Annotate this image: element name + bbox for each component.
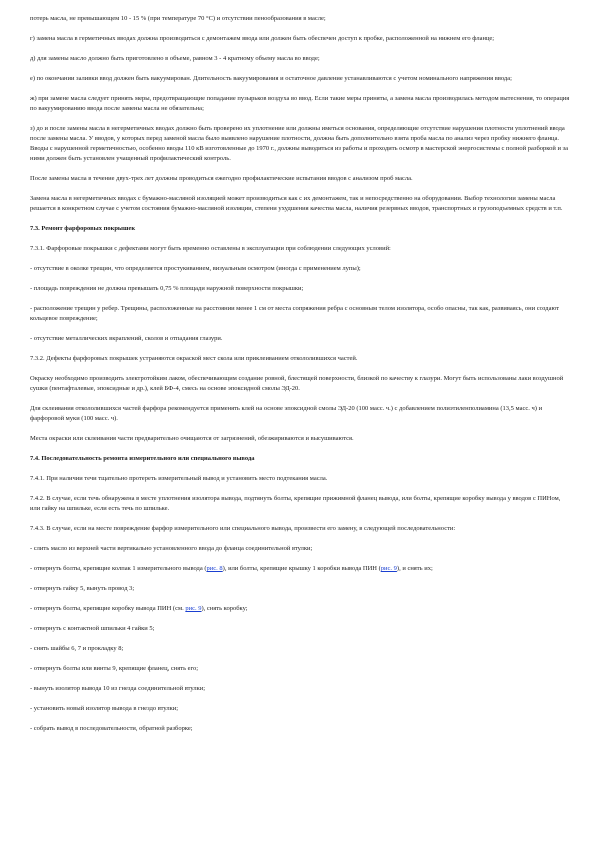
paragraph: - отвернуть с контактной шпильки 4 гайки 5; <box>30 625 155 632</box>
paragraph: 7.4.1. При наличии течи тщательно протереть измерительный вывод и установить место подтекания масла. <box>30 475 328 482</box>
paragraph: е) по окончании заливки ввод должен быть вакуумирован. Длительность вакуумирования и остаточное давление устанавливаются с учетом номинального напряжения ввода; <box>30 75 512 82</box>
figure-reference-link[interactable]: рис. 9 <box>185 605 202 612</box>
section-heading: 7.4. Последовательность ремонта измерительного или специального вывода <box>30 455 255 462</box>
paragraph: - отвернуть болты или винты 9, крепящие фланец, снять его; <box>30 665 199 672</box>
paragraph: д) для замены масло должно быть приготовлено в объеме, равном 3 - 4 кратному объему масла во вводе; <box>30 55 320 62</box>
paragraph: Для склеивания откололившихся частей фарфора рекомендуется применять клей на основе эпоксидной смолы ЭД-20 (100 масс. ч.) с добавлением полиэтиленполиамина (13,5 масс. ч) и фарфоровой муки (100 масс. ч). <box>30 405 543 422</box>
section-heading: 7.3. Ремонт фарфоровых покрышек <box>30 225 136 232</box>
paragraph: - вынуть изолятор вывода 10 из гнезда соединительной втулки; <box>30 685 206 692</box>
paragraph: - собрать вывод в последовательности, обратной разборке; <box>30 725 193 732</box>
paragraph-text: - отвернуть болты, крепящие колпак 1 измерительного вывода ( <box>30 565 207 572</box>
paragraph: - установить новый изолятор вывода в гнездо втулки; <box>30 705 179 712</box>
paragraph: - площадь повреждения не должна превышать 0,75 % площади наружной поверхности покрышки; <box>30 285 304 292</box>
paragraph: После замены масла в течение двух-трех лет должны проводиться ежегодно профилактические испытания вводов с анализом проб масла. <box>30 175 413 182</box>
document-body <box>30 14 570 744</box>
paragraph-text: ), или болты, крепящие крышку 1 коробки вывода ПИН ( <box>222 565 381 572</box>
paragraph: 7.4.2. В случае, если течь обнаружена в месте уплотнения изолятора вывода, подтянуть болты, крепящие прижимной фланец вывода, или болты, крепящие коробку вывода у вводов с ПИНом, или гайку на шпильке, если есть течь по шпильке. <box>30 495 561 512</box>
paragraph: Замена масла в негерметичных вводах с бумажно-масляной изоляцией может производиться как с их демонтажем, так и непосредственно на оборудовании. Выбор технологии замены масла решается в конкретном случае с учетом состояния бумажно-масляной изоляции, степени ухудшения качества масла, наличия резервных вводов, транспортных и грузоподъемных средств и т.п. <box>30 195 563 212</box>
paragraph: 7.3.2. Дефекты фарфоровых покрышек устраняются окраской мест скола или приклеиванием откололившихся частей. <box>30 355 358 362</box>
paragraph <box>30 564 570 574</box>
paragraph: - отвернуть гайку 5, вынуть провод 3; <box>30 585 135 592</box>
paragraph: - отсутствие металлических вкраплений, сколов и отпадания глазури. <box>30 335 223 342</box>
paragraph: Окраску необходимо производить электротойким лаком, обеспечивающим создание ровной, блестящей поверхности, близкой по качеству к глазури. Могут быть использованы лаки воздушной сушки (пентафталевые, эпоксидные и др.), клей БФ-4, смесь на основе эпоксидной смолы ЭД-20. <box>30 375 564 392</box>
paragraph: Места окраски или склеивания части предварительно очищаются от загрязнений, обезжириваются и высушиваются. <box>30 435 354 442</box>
paragraph: 7.4.3. В случае, если на месте повреждение фарфор измерительного или специального вывода, произвести его замену, в следующей последовательности: <box>30 525 456 532</box>
figure-reference-link[interactable]: рис. 8 <box>206 565 223 572</box>
paragraph: г) замена масла в герметичных вводах должна производиться с демонтажем ввода или должен быть обеспечен доступ к пробке, расположенной на нижнем его фланце; <box>30 35 495 42</box>
paragraph-text: ), снять коробку; <box>201 605 248 612</box>
paragraph <box>30 604 570 614</box>
paragraph: потерь масла, не превышающем 10 - 15 % (при температуре 70 °С) и отсутствии пенообразования в масле; <box>30 15 326 22</box>
paragraph-text: - отвернуть болты, крепящие коробку вывода ПИН (см. <box>30 605 186 612</box>
paragraph: - расположение трещин у ребер. Трещины, расположенные на расстоянии менее 1 см от места сопряжения ребра с основным телом изолятора, особо опасны, так как, развиваясь, они создают кольцевое повреждение; <box>30 305 560 322</box>
paragraph: ж) при замене масла следует принять меры, предотвращающие попадание пузырьков воздуха во ввод. Если такие меры приняты, а замена масла производилась методом вытеснения, то операция по вакуумированию ввода после замены масла не обязательна; <box>30 95 570 112</box>
paragraph: - отсутствие в околке трещин, что определяется простукиванием, визуальным осмотром (иногда с применением лупы); <box>30 265 361 272</box>
figure-reference-link[interactable]: рис. 9 <box>380 565 397 572</box>
paragraph: з) до и после замены масла в негерметичных вводах должно быть проверено их уплотнение или должны иметься основания, определяющие отсутствие нарушения плотности уплотнений ввода после замены масла. У вводов, у которых перед заменой масла было выявлено нарушение плотности, должна быть дополнительно взята проба масла по анализ через пробку нижнего фланца. Вводы с нарушенной герметичностью, особенно вводы 110 кВ изготовленные до 1970 г., должны выводиться из работы и проходить осмотр в мастерской энергосистемы с полной разборкой и за ними должен быть установлен учащенный профилактический контроль. <box>30 125 568 162</box>
paragraph: - слить масло из верхней части вертикально установленного ввода до фланца соединительной втулки; <box>30 545 313 552</box>
paragraph: - снять шайбы 6, 7 и прокладку 8; <box>30 645 124 652</box>
paragraph: 7.3.1. Фарфоровые покрышки с дефектами могут быть временно оставлены в эксплуатации при соблюдении следующих условий: <box>30 245 391 252</box>
paragraph-text: ), и снять их; <box>396 565 433 572</box>
